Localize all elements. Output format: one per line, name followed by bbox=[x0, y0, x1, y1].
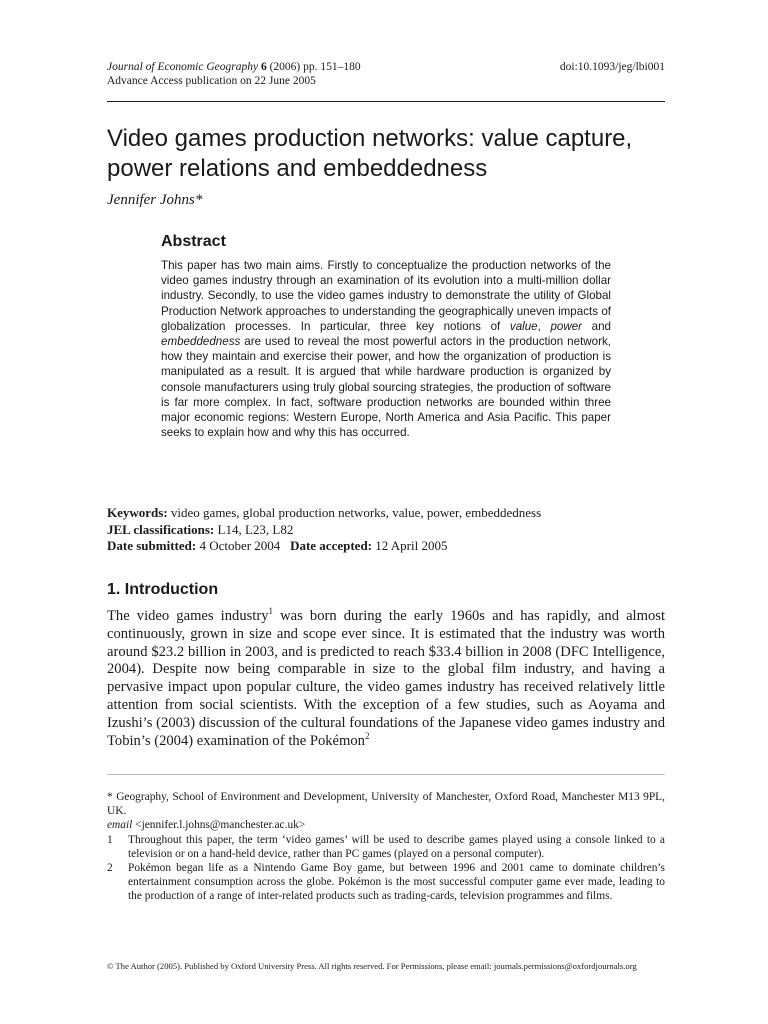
advance-access-note: Advance Access publication on 22 June 2005 bbox=[107, 74, 316, 87]
footnote-1 bbox=[107, 833, 665, 861]
submitted-label: Date submitted: bbox=[107, 538, 197, 553]
abstract-term-value: value bbox=[509, 319, 538, 333]
accepted-label: Date accepted: bbox=[290, 538, 372, 553]
article-metadata bbox=[107, 505, 665, 555]
article-author: Jennifer Johns* bbox=[107, 192, 203, 208]
journal-volume: 6 bbox=[260, 61, 267, 73]
doi-link[interactable]: doi:10.1093/jeg/lbi001 bbox=[559, 61, 665, 73]
section-heading-introduction: 1. Introduction bbox=[107, 581, 219, 598]
footnote-ref-1[interactable]: 1 bbox=[268, 606, 274, 617]
introduction-text-part-b: was born during the early 1960s and has rapidly, and almost continuously, grown in size and scope ever since. It is estimated that the industry was worth around $23.2 billion in 2003, and is predicted to reach $33.4 billion in 2008 (DFC Intelligence, 2004). Despite now being comparable in size to the global film industry, and having a pervasive impact upon popular culture, the video games industry has received relatively little attention from social scientists. With the exception of a few studies, such as Aoyama and Izushi’s (2003) discussion of the cultural foundations of the Japanese video games industry and Tobin’s (2004) examination of the Pokémon bbox=[107, 608, 665, 749]
journal-citation bbox=[107, 61, 361, 88]
accepted-value: 12 April 2005 bbox=[372, 538, 448, 553]
jel-label: JEL classifications: bbox=[107, 521, 215, 537]
footnote-text: Pokémon began life as a Nintendo Game Boy game, but between 1996 and 2001 came to dominate children’s entertainment consumption across the globe. Pokémon is the most successful computer game ever made, leading to the production of a range of inter-related products such as trading-cards, television programmes and films. bbox=[128, 862, 665, 903]
abstract-separator-2: and bbox=[582, 319, 611, 333]
footnote-2 bbox=[107, 861, 665, 904]
keywords-line bbox=[107, 505, 665, 522]
abstract-separator-1: , bbox=[537, 319, 551, 333]
abstract-text-part-2: are used to reveal the most powerful actors in the production network, how they maintain and exercise their power, and how the organization of production is manipulated as a result. It is argued that while hardware production is organized by console manufacturers using truly global sourcing strategies, the production of software is far more complex. In fact, software production networks are bounded within three major economic regions: Western Europe, North America and Asia Pacific. This paper seeks to explain how and why this has occurred. bbox=[161, 335, 611, 440]
journal-name: Journal of Economic Geography bbox=[107, 61, 259, 73]
footnotes bbox=[107, 790, 665, 904]
email-label: email bbox=[107, 819, 133, 832]
footnote-text: Throughout this paper, the term ‘video games’ will be used to describe games played using a console linked to a television or on a hand-held device, rather than PC games (played on a personal computer). bbox=[128, 833, 665, 860]
abstract-term-embeddedness: embeddedness bbox=[161, 335, 241, 349]
jel-line bbox=[107, 522, 665, 539]
copyright-notice: © The Author (2005). Published by Oxford University Press. All rights reserved. For Permissions, please email: journals.permissions@oxfordjournals.org bbox=[107, 961, 637, 971]
footnote-number: 1 bbox=[107, 833, 113, 846]
dates-line bbox=[107, 538, 665, 555]
footnote-rule bbox=[107, 774, 665, 775]
jel-value: L14, L23, L82 bbox=[214, 521, 294, 537]
abstract-text-part-1: This paper has two main aims. Firstly to conceptualize the production networks of the video games industry through an examination of its evolution into a multi-million dollar industry. Secondly, to use the video games industry to demonstrate the utility of Global Production Network approaches to understanding the geographically uneven impacts of globalization processes. In particular, three key notions of bbox=[161, 259, 611, 333]
footnote-number: 2 bbox=[107, 862, 113, 875]
introduction-text-part-a: The video games industry bbox=[107, 608, 269, 624]
journal-issue-pages: (2006) pp. 151–180 bbox=[266, 61, 361, 73]
article-title: Video games production networks: value capture, power relations and embeddedness bbox=[107, 125, 633, 182]
footnote-ref-2[interactable]: 2 bbox=[364, 730, 370, 741]
abstract-heading: Abstract bbox=[161, 233, 226, 250]
author-email-line bbox=[107, 818, 665, 832]
author-affiliation: * Geography, School of Environment and Development, University of Manchester, Oxford Road, Manchester M13 9PL, UK. bbox=[107, 791, 665, 818]
header-rule bbox=[107, 101, 665, 102]
abstract-text bbox=[161, 258, 611, 440]
keywords-value: video games, global production networks, value, power, embeddedness bbox=[167, 505, 542, 520]
author-email[interactable]: <jennifer.l.johns@manchester.ac.uk> bbox=[132, 819, 306, 832]
article-page bbox=[107, 0, 665, 1024]
introduction-paragraph bbox=[107, 608, 665, 750]
submitted-value: 4 October 2004 bbox=[196, 538, 281, 553]
keywords-label: Keywords: bbox=[107, 505, 168, 520]
abstract-term-power: power bbox=[550, 319, 583, 333]
